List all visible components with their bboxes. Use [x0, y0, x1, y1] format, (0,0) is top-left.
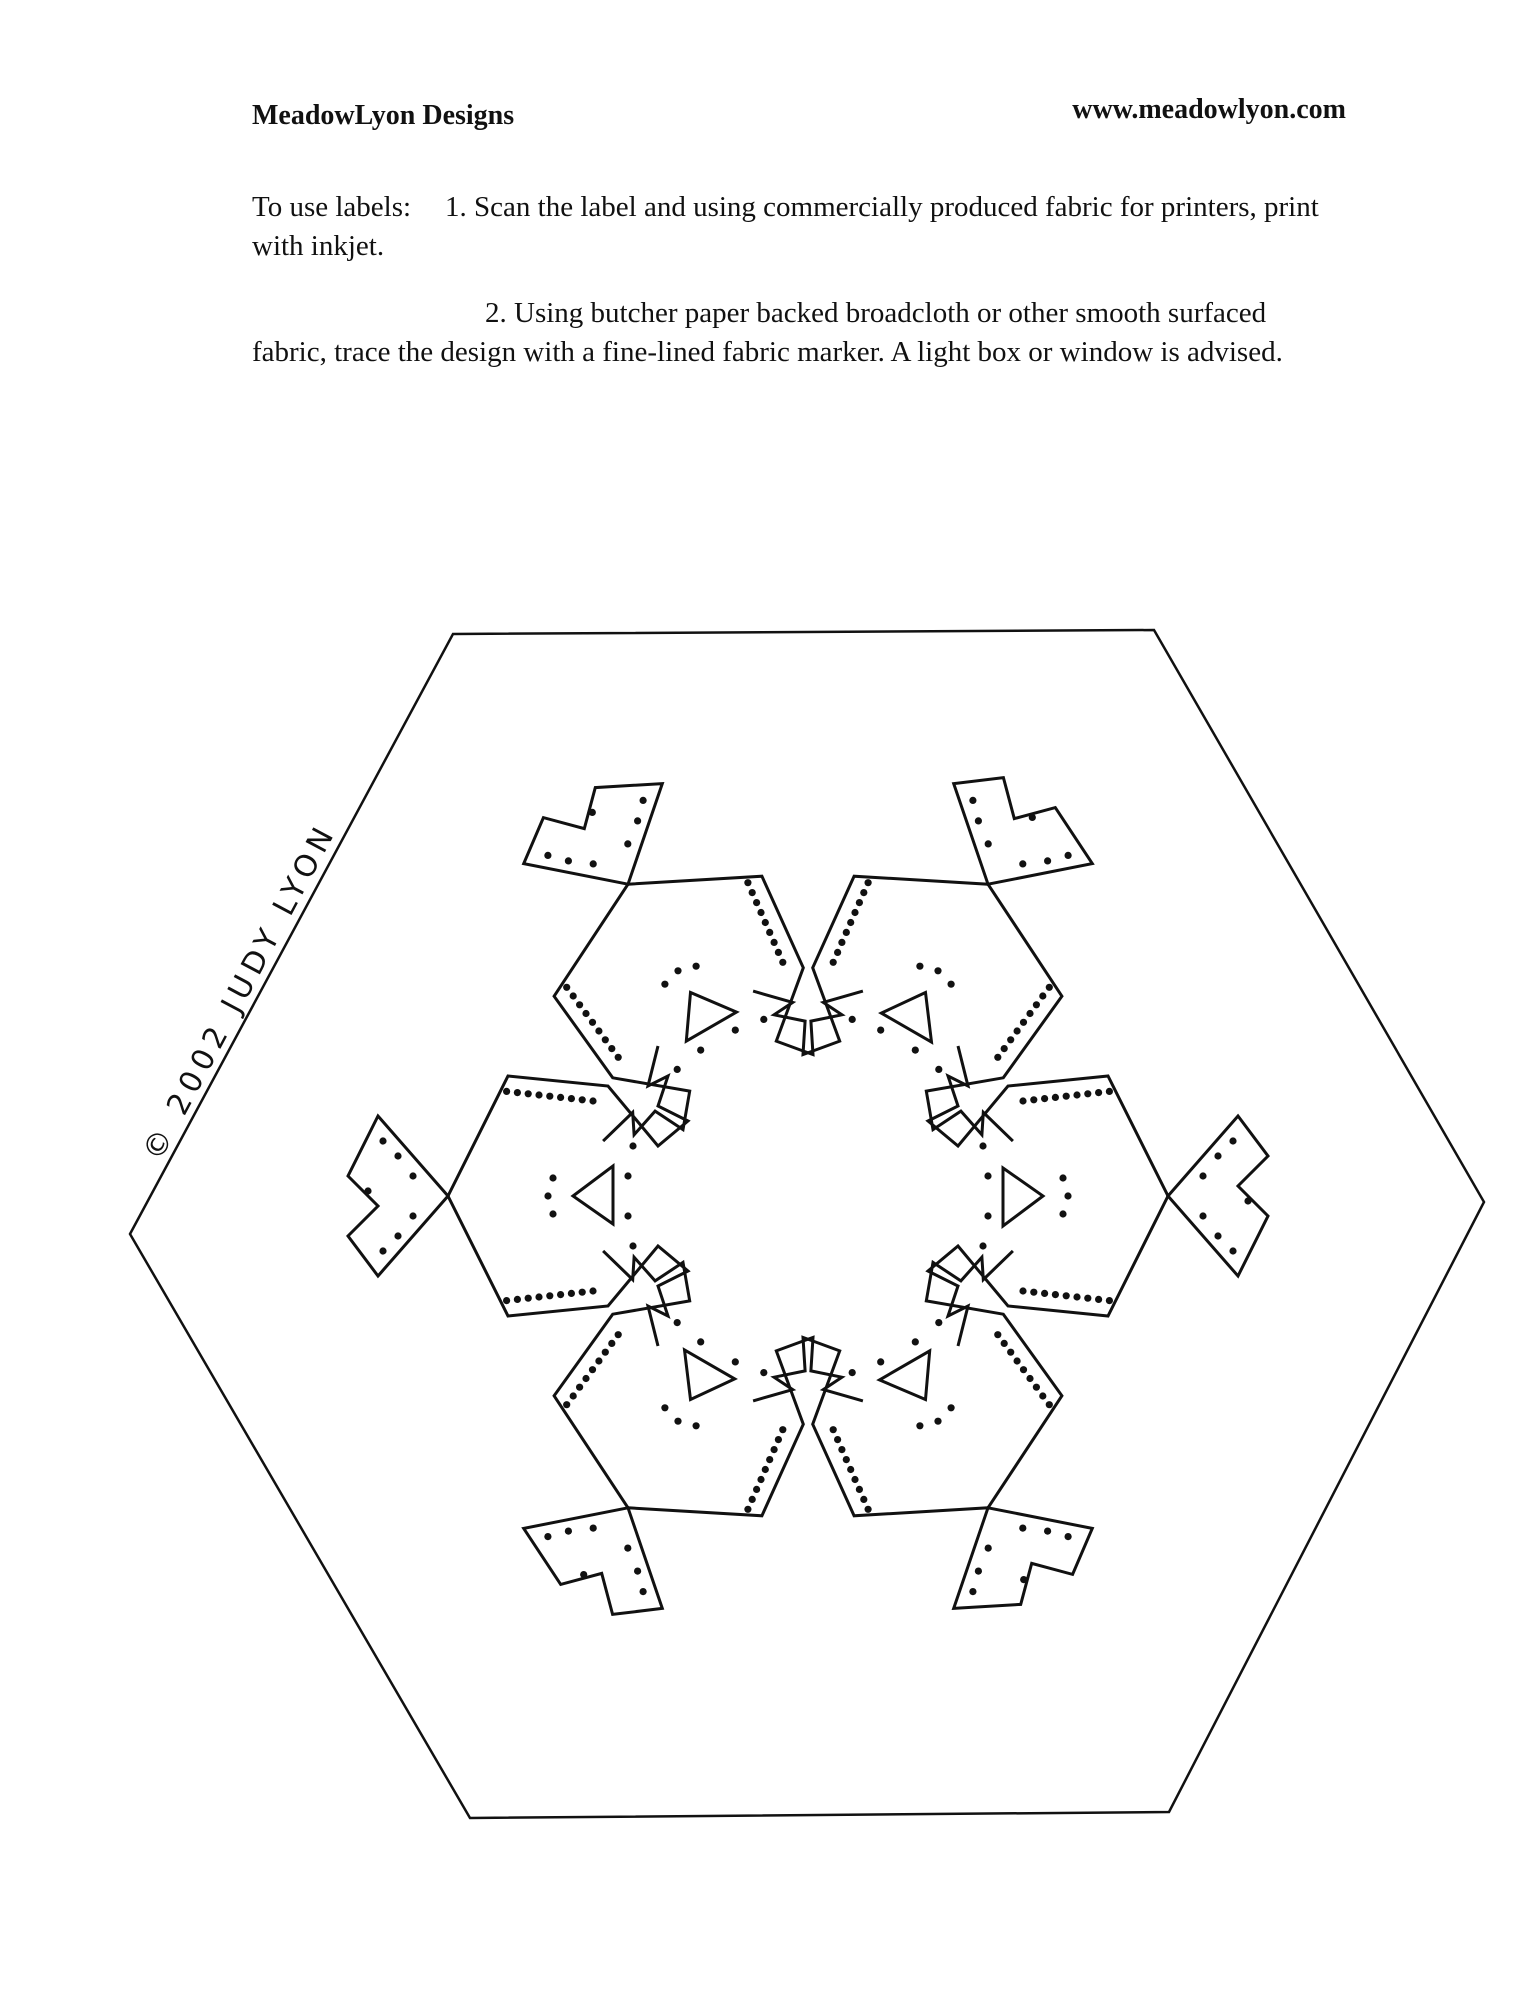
snowflake-stitch-dot [912, 1338, 919, 1345]
snowflake-tip-dot [985, 1545, 992, 1552]
snowflake-arm-triangle [1003, 1168, 1043, 1226]
snowflake-stitch-dot [838, 1446, 845, 1453]
snowflake-stitch-dot [877, 1027, 884, 1034]
snowflake-tip-dot [590, 860, 597, 867]
snowflake-stitch-dot [563, 984, 570, 991]
snowflake-motif [348, 778, 1268, 1615]
snowflake-stitch-dot [843, 929, 850, 936]
snowflake-stitch-dot [1026, 1010, 1033, 1017]
snowflake-stitch-dot [579, 1289, 586, 1296]
snowflake-stitch-dot [849, 1016, 856, 1023]
snowflake-stitch-dot [549, 1174, 556, 1181]
snowflake-stitch-dot [847, 1466, 854, 1473]
snowflake-stitch-dot [1052, 1291, 1059, 1298]
snowflake-stitch-dot [753, 899, 760, 906]
snowflake-stitch-dot [1030, 1096, 1037, 1103]
snowflake-tip-dot [590, 1525, 597, 1532]
snowflake-stitch-dot [935, 1319, 942, 1326]
snowflake-stitch-dot [860, 889, 867, 896]
snowflake-stitch-dot [766, 1456, 773, 1463]
snowflake-tip-dot [975, 817, 982, 824]
snowflake-arm-tip [524, 1508, 663, 1615]
snowflake-stitch-dot [589, 1097, 596, 1104]
snowflake-stitch-dot [624, 1212, 631, 1219]
snowflake-stitch-dot [546, 1093, 553, 1100]
snowflake-tip-dot [634, 817, 641, 824]
snowflake-stitch-dot [624, 1172, 631, 1179]
website-url: www.meadowlyon.com [1072, 94, 1346, 125]
snowflake-stitch-dot [1019, 1097, 1026, 1104]
snowflake-stitch-dot [732, 1358, 739, 1365]
snowflake-stitch-dot [602, 1036, 609, 1043]
snowflake-stitch-dot [865, 879, 872, 886]
snowflake-stitch-dot [525, 1295, 532, 1302]
snowflake-stitch-dot [589, 1019, 596, 1026]
snowflake-tip-dot [1029, 814, 1036, 821]
snowflake-stitch-dot [948, 1404, 955, 1411]
snowflake-tip-dot [624, 840, 631, 847]
snowflake-stitch-dot [1039, 1392, 1046, 1399]
snowflake-tip-dot [985, 840, 992, 847]
snowflake-stitch-dot [1084, 1295, 1091, 1302]
snowflake-stitch-dot [935, 1066, 942, 1073]
snowflake-stitch-dot [834, 1436, 841, 1443]
snowflake-arm-outline [554, 876, 863, 1141]
snowflake-tip-dot [634, 1568, 641, 1575]
snowflake-stitch-dot [979, 1242, 986, 1249]
snowflake-stitch-dot [1041, 1290, 1048, 1297]
snowflake-stitch-dot [851, 1476, 858, 1483]
snowflake-stitch-dot [912, 1047, 919, 1054]
snowflake-arm-tip [348, 1116, 448, 1276]
snowflake-tip-dot [1214, 1152, 1221, 1159]
snowflake-tip-dot [624, 1545, 631, 1552]
snowflake-stitch-dot [1059, 1174, 1066, 1181]
snowflake-stitch-dot [984, 1212, 991, 1219]
snowflake-stitch-dot [1033, 1384, 1040, 1391]
snowflake-stitch-dot [766, 929, 773, 936]
snowflake-tip-dot [1244, 1197, 1251, 1204]
snowflake-stitch-dot [568, 1290, 575, 1297]
snowflake-stitch-dot [602, 1349, 609, 1356]
snowflake-tip-dot [640, 1588, 647, 1595]
snowflake-tip-dot [379, 1137, 386, 1144]
snowflake-stitch-dot [1026, 1375, 1033, 1382]
snowflake-stitch-dot [849, 1369, 856, 1376]
snowflake-stitch-dot [576, 1001, 583, 1008]
step-2-text: 2. Using butcher paper backed broadcloth or other smooth surfaced fabric, trace the design with a fine-lined fabric marker. A light box or window is advised. [252, 297, 1283, 368]
snowflake-stitch-dot [760, 1016, 767, 1023]
snowflake-arm-triangle [880, 1351, 930, 1400]
snowflake-stitch-dot [563, 1401, 570, 1408]
snowflake-stitch-dot [984, 1172, 991, 1179]
snowflake-stitch-dot [757, 1476, 764, 1483]
snowflake-stitch-dot [661, 981, 668, 988]
snowflake-stitch-dot [1064, 1192, 1071, 1199]
snowflake-stitch-dot [1073, 1091, 1080, 1098]
snowflake-stitch-dot [851, 909, 858, 916]
snowflake-arm-outline [753, 1251, 1062, 1516]
snowflake-arm-tip [1168, 1116, 1268, 1276]
snowflake-stitch-dot [503, 1297, 510, 1304]
snowflake-stitch-dot [674, 1418, 681, 1425]
snowflake-stitch-dot [1084, 1090, 1091, 1097]
snowflake-tip-dot [1229, 1247, 1236, 1254]
snowflake-arm-triangle [685, 1350, 735, 1400]
snowflake-stitch-dot [697, 1047, 704, 1054]
snowflake-stitch-dot [856, 899, 863, 906]
snowflake-stitch-dot [1059, 1210, 1066, 1217]
snowflake-stitch-dot [744, 879, 751, 886]
copyright-signature: © 2002 JUDY LYON [136, 817, 344, 1167]
snowflake-tip-dot [969, 1588, 976, 1595]
snowflake-tip-dot [544, 1533, 551, 1540]
snowflake-arm-triangle [881, 993, 931, 1043]
snowflake-stitch-dot [1039, 992, 1046, 999]
snowflake-arm-outline [448, 1046, 688, 1346]
snowflake-tip-dot [640, 797, 647, 804]
snowflake-tip-dot [1199, 1172, 1206, 1179]
snowflake-stitch-dot [1041, 1095, 1048, 1102]
snowflake-tip-dot [1020, 1576, 1027, 1583]
snowflake-stitch-dot [595, 1027, 602, 1034]
snowflake-stitch-dot [1020, 1019, 1027, 1026]
snowflake-stitch-dot [535, 1091, 542, 1098]
snowflake-stitch-dot [979, 1142, 986, 1149]
snowflake-arm-outline [554, 1251, 863, 1516]
snowflake-tip-dot [1065, 1533, 1072, 1540]
snowflake-stitch-dot [1001, 1045, 1008, 1052]
snowflake-stitch-dot [1046, 1401, 1053, 1408]
snowflake-stitch-dot [1030, 1289, 1037, 1296]
snowflake-arm-outline [753, 876, 1062, 1141]
snowflake-tip-dot [580, 1571, 587, 1578]
snowflake-tip-dot [409, 1172, 416, 1179]
snowflake-stitch-dot [535, 1293, 542, 1300]
snowflake-tip-dot [544, 852, 551, 859]
snowflake-stitch-dot [760, 1369, 767, 1376]
snowflake-tip-dot [1065, 852, 1072, 859]
snowflake-stitch-dot [860, 1496, 867, 1503]
snowflake-stitch-dot [1063, 1292, 1070, 1299]
snowflake-stitch-dot [838, 939, 845, 946]
snowflake-stitch-dot [661, 1404, 668, 1411]
snowflake-stitch-dot [1095, 1089, 1102, 1096]
snowflake-stitch-dot [503, 1088, 510, 1095]
snowflake-tip-dot [364, 1187, 371, 1194]
snowflake-stitch-dot [757, 909, 764, 916]
snowflake-stitch-dot [847, 919, 854, 926]
snowflake-stitch-dot [1052, 1094, 1059, 1101]
snowflake-stitch-dot [557, 1291, 564, 1298]
snowflake-stitch-dot [1007, 1349, 1014, 1356]
snowflake-tip-dot [1019, 1525, 1026, 1532]
snowflake-stitch-dot [608, 1340, 615, 1347]
snowflake-stitch-dot [570, 1392, 577, 1399]
snowflake-stitch-dot [1020, 1366, 1027, 1373]
snowflake-stitch-dot [916, 1422, 923, 1429]
snowflake-stitch-dot [1033, 1001, 1040, 1008]
snowflake-stitch-dot [1073, 1293, 1080, 1300]
brand-name: MeadowLyon Designs [252, 100, 515, 131]
snowflake-stitch-dot [589, 1287, 596, 1294]
snowflake-stitch-dot [1063, 1093, 1070, 1100]
snowflake-stitch-dot [595, 1357, 602, 1364]
hexagon-border [130, 630, 1484, 1818]
snowflake-stitch-dot [629, 1242, 636, 1249]
snowflake-stitch-dot [568, 1095, 575, 1102]
snowflake-tip-dot [394, 1152, 401, 1159]
snowflake-tip-dot [1044, 857, 1051, 864]
snowflake-stitch-dot [525, 1090, 532, 1097]
snowflake-stitch-dot [762, 1466, 769, 1473]
snowflake-arm-outline [928, 1046, 1168, 1346]
snowflake-stitch-dot [994, 1054, 1001, 1061]
snowflake-stitch-dot [834, 949, 841, 956]
snowflake-stitch-dot [779, 959, 786, 966]
snowflake-stitch-dot [830, 959, 837, 966]
snowflake-stitch-dot [582, 1375, 589, 1382]
snowflake-stitch-dot [771, 939, 778, 946]
snowflake-tip-dot [589, 809, 596, 816]
snowflake-tip-dot [969, 797, 976, 804]
snowflake-stitch-dot [934, 967, 941, 974]
snowflake-arm-triangle [573, 1166, 613, 1224]
snowflake-stitch-dot [994, 1331, 1001, 1338]
snowflake-stitch-dot [753, 1486, 760, 1493]
snowflake-stitch-dot [514, 1089, 521, 1096]
snowflake-stitch-dot [579, 1096, 586, 1103]
snowflake-stitch-dot [615, 1054, 622, 1061]
snowflake-tip-dot [1019, 860, 1026, 867]
snowflake-arm-triangle [686, 993, 736, 1042]
snowflake-stitch-dot [549, 1210, 556, 1217]
snowflake-stitch-dot [749, 889, 756, 896]
snowflake-tip-dot [565, 1528, 572, 1535]
snowflake-stitch-dot [629, 1142, 636, 1149]
snowflake-stitch-dot [1095, 1296, 1102, 1303]
snowflake-stitch-dot [570, 992, 577, 999]
snowflake-stitch-dot [762, 919, 769, 926]
snowflake-tip-dot [565, 857, 572, 864]
snowflake-stitch-dot [877, 1358, 884, 1365]
step-1-text: 1. Scan the label and using commercially produced fabric for printers, print with inkjet. [252, 191, 1319, 262]
snowflake-stitch-dot [693, 1422, 700, 1429]
snowflake-tip-dot [1214, 1232, 1221, 1239]
snowflake-stitch-dot [589, 1366, 596, 1373]
snowflake-stitch-dot [856, 1486, 863, 1493]
snowflake-stitch-dot [674, 1319, 681, 1326]
snowflake-stitch-dot [615, 1331, 622, 1338]
snowflake-stitch-dot [1046, 984, 1053, 991]
snowflake-stitch-dot [771, 1446, 778, 1453]
snowflake-stitch-dot [693, 963, 700, 970]
snowflake-stitch-dot [1001, 1340, 1008, 1347]
snowflake-stitch-dot [916, 963, 923, 970]
snowflake-stitch-dot [1014, 1027, 1021, 1034]
snowflake-stitch-dot [934, 1418, 941, 1425]
snowflake-tip-dot [394, 1232, 401, 1239]
snowflake-stitch-dot [697, 1338, 704, 1345]
snowflake-stitch-dot [1019, 1287, 1026, 1294]
snowflake-stitch-dot [732, 1027, 739, 1034]
snowflake-stitch-dot [514, 1296, 521, 1303]
snowflake-stitch-dot [544, 1192, 551, 1199]
snowflake-stitch-dot [948, 981, 955, 988]
snowflake-stitch-dot [674, 1066, 681, 1073]
snowflake-arm-tip [954, 778, 1093, 885]
snowflake-tip-dot [1199, 1212, 1206, 1219]
snowflake-stitch-dot [582, 1010, 589, 1017]
snowflake-stitch-dot [865, 1506, 872, 1513]
snowflake-stitch-dot [557, 1094, 564, 1101]
snowflake-tip-dot [1229, 1137, 1236, 1144]
snowflake-tip-dot [1044, 1528, 1051, 1535]
snowflake-stitch-dot [843, 1456, 850, 1463]
snowflake-tip-dot [409, 1212, 416, 1219]
snowflake-stitch-dot [1106, 1297, 1113, 1304]
snowflake-stitch-dot [744, 1506, 751, 1513]
snowflake-stitch-dot [1014, 1357, 1021, 1364]
snowflake-stitch-dot [1106, 1088, 1113, 1095]
snowflake-stitch-dot [779, 1426, 786, 1433]
snowflake-stitch-dot [830, 1426, 837, 1433]
instructions-intro-label: To use labels: [252, 191, 412, 223]
snowflake-stitch-dot [546, 1292, 553, 1299]
snowflake-stitch-dot [608, 1045, 615, 1052]
snowflake-tip-dot [379, 1247, 386, 1254]
snowflake-stitch-dot [775, 1436, 782, 1443]
snowflake-stitch-dot [749, 1496, 756, 1503]
snowflake-stitch-dot [576, 1384, 583, 1391]
snowflake-stitch-dot [674, 967, 681, 974]
snowflake-stitch-dot [1007, 1036, 1014, 1043]
snowflake-tip-dot [975, 1568, 982, 1575]
snowflake-stitch-dot [775, 949, 782, 956]
